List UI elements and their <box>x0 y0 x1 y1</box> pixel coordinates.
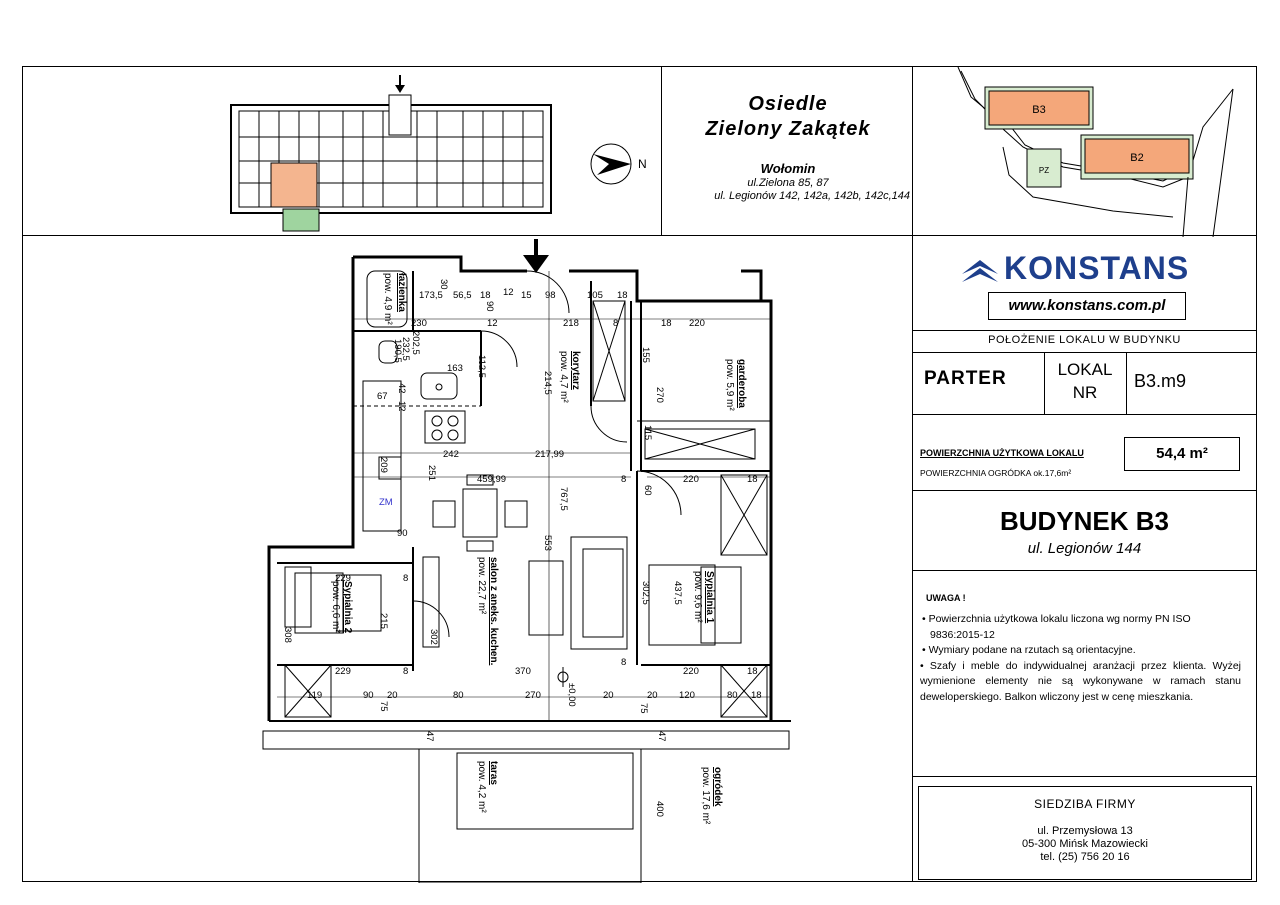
dim: 90 <box>397 528 408 539</box>
site-plan <box>913 67 1258 237</box>
dim: 18 <box>617 290 628 301</box>
dim: 12 <box>503 287 514 298</box>
dim: 119 <box>307 690 323 701</box>
dim: 251 <box>426 465 437 481</box>
dim: 20 <box>387 690 398 701</box>
room-bedroom1-name: Sypialnia 1 <box>704 571 715 624</box>
dim: 220 <box>689 318 705 329</box>
room-garden-area: pow. 17,6 m² <box>700 767 711 825</box>
logo-text: KONSTANS <box>1004 250 1190 286</box>
dim: 90 <box>363 690 374 701</box>
dim: 112,5 <box>476 355 487 379</box>
key-plan-panel <box>22 66 662 236</box>
estate-name-line1: Osiedle <box>748 93 828 115</box>
dim: 163 <box>447 363 463 374</box>
dim: 18 <box>747 474 758 485</box>
dim: 80 <box>453 690 464 701</box>
site-pz-label: PZ <box>1038 166 1050 175</box>
dim: 30 <box>438 279 449 290</box>
dim: 18 <box>751 690 762 701</box>
dim: 270 <box>654 387 665 403</box>
room-bedroom1-area: pow. 9,6 m² <box>692 571 703 623</box>
unit-number: B3.m9 <box>1134 371 1187 391</box>
dim: 232,5 <box>400 337 411 361</box>
garden-value: ok.17,6m² <box>1033 468 1072 478</box>
site-b3-label: B3 <box>1032 104 1046 116</box>
hq-city: 05-300 Mińsk Mazowiecki <box>1022 838 1148 850</box>
company-website[interactable]: www.konstans.com.pl <box>988 292 1186 320</box>
room-garden-name: ogródek <box>712 767 723 807</box>
dim: 80 <box>727 690 738 701</box>
building-key-plan <box>23 67 663 237</box>
dim: 47 <box>656 731 667 742</box>
dim: 75 <box>378 701 389 712</box>
note-item: • Wymiary podane na rzutach są orientacyjne. <box>922 644 1136 656</box>
garden-label: POWIERZCHNIA OGRÓDKA <box>920 468 1031 478</box>
dim: 230 <box>411 318 427 329</box>
company-logo <box>958 250 1218 290</box>
notes-list <box>920 612 1241 705</box>
dim: 370 <box>515 666 531 677</box>
estate-panel <box>661 66 913 236</box>
dim: 98 <box>545 290 556 301</box>
dim: 67 <box>377 391 388 402</box>
unit-label-2: NR <box>1072 383 1098 402</box>
dim: 60 <box>642 485 653 496</box>
info-column <box>912 235 1257 882</box>
dim: 242 <box>443 449 459 460</box>
dim: 155 <box>640 347 651 363</box>
room-salon-name: salon z aneks. kuchen. <box>488 557 499 666</box>
dim: 400 <box>654 801 665 817</box>
dim: 120 <box>679 690 695 701</box>
estate-name-line2: Zielony Zakątek <box>705 118 871 140</box>
garden-row <box>920 468 1071 478</box>
dim: 105 <box>587 290 603 301</box>
dim: 20 <box>603 690 614 701</box>
area-value: 54,4 m² <box>1124 437 1240 471</box>
dim: 767,5 <box>558 487 569 511</box>
dim: 20 <box>647 690 658 701</box>
room-wardrobe-name: garderoba <box>736 359 747 408</box>
dim: 56,5 <box>453 290 472 301</box>
dim: 202,5 <box>410 331 421 355</box>
dim: 215 <box>378 613 389 629</box>
room-terrace-name: taras <box>488 761 499 785</box>
room-bath-area: pow. 4,9 m² <box>382 273 393 325</box>
zm-label: ZM <box>379 497 393 508</box>
location-header: POŁOŻENIE LOKALU W BUDYNKU <box>988 334 1181 346</box>
dim: 218 <box>563 318 579 329</box>
room-bath-name: łazienka <box>396 273 407 312</box>
site-b2-label: B2 <box>1130 152 1144 164</box>
hq-phone: tel. (25) 756 20 16 <box>1040 851 1130 863</box>
notes-title: UWAGA ! <box>926 593 966 603</box>
dim: 8 <box>621 474 627 485</box>
dim: 8 <box>403 666 409 677</box>
dim: 8 <box>403 573 409 584</box>
dim: 220 <box>683 666 699 677</box>
dim: 42 <box>396 383 407 394</box>
dim: 8 <box>621 657 627 668</box>
dim: 18 <box>480 290 491 301</box>
room-wardrobe-area: pow. 5,9 m² <box>724 359 735 411</box>
compass-label: N <box>638 157 647 171</box>
elevation-label: ±0,00 <box>566 683 577 707</box>
dim: 15 <box>521 290 532 301</box>
site-plan-panel <box>912 66 1257 236</box>
dim: 12 <box>396 401 407 412</box>
dim: 302 <box>428 629 439 645</box>
dim: 209 <box>378 457 389 473</box>
dim: 302,5 <box>640 581 651 605</box>
dim: 229 <box>335 666 351 677</box>
hq-title: SIEDZIBA FIRMY <box>1034 797 1136 811</box>
dim: 12 <box>487 318 498 329</box>
hq-street: ul. Przemysłowa 13 <box>1037 825 1133 837</box>
estate-address2: ul. Legionów 142, 142a, 142b, 142c,144 <box>714 190 910 202</box>
logo-icon <box>958 250 1002 288</box>
dim: 214,5 <box>542 371 553 395</box>
dim: 217,99 <box>535 449 565 460</box>
note-item: • Szafy i meble do indywidualnej aranżacji przez klienta. Wyżej wymienione elementy nie są wykonywane w ramach stanu deweloperskiego. Balkon wliczony jest w cenę mieszkania. <box>920 659 1241 703</box>
dim: 229 <box>335 573 351 584</box>
room-corridor-name: korytarz <box>570 351 581 390</box>
dim: 173,5 <box>419 290 443 301</box>
dim: 90 <box>484 301 495 312</box>
floor-label: PARTER <box>924 368 1007 389</box>
estate-city: Wołomin <box>760 161 816 176</box>
room-terrace-area: pow. 4,2 m² <box>476 761 487 813</box>
building-title: BUDYNEK B3 <box>999 506 1170 536</box>
building-street: ul. Legionów 144 <box>1027 540 1142 557</box>
svg-text:N <box>638 157 647 171</box>
dim: 18 <box>747 666 758 677</box>
room-salon-area: pow. 22,7 m² <box>476 557 487 615</box>
area-label: POWIERZCHNIA UŻYTKOWA LOKALU <box>920 448 1084 458</box>
dim: 8 <box>613 318 619 329</box>
dim: 270 <box>525 690 541 701</box>
dim: 220 <box>683 474 699 485</box>
dim: 553 <box>542 535 553 551</box>
floor-plan-panel <box>22 235 913 882</box>
dim: 18 <box>661 318 672 329</box>
dim: 308 <box>282 627 293 643</box>
dim: 437,5 <box>672 581 683 605</box>
dim: 459,99 <box>477 474 507 485</box>
room-corridor-area: pow. 4,7 m² <box>558 351 569 403</box>
room-bedroom2-name: Sypialnia 2 <box>342 581 353 634</box>
room-bedroom2-area: pow. 6,6 m² <box>330 581 341 633</box>
dim: 115 <box>642 425 653 441</box>
note-item: • Powierzchnia użytkowa lokalu liczona wg normy PN ISO 9836:2015-12 <box>922 613 1191 641</box>
floor-plan <box>23 236 914 883</box>
dim: 47 <box>424 731 435 742</box>
estate-address1: ul.Zielona 85, 87 <box>747 177 829 189</box>
dim: 190,5 <box>392 339 403 363</box>
dim: 75 <box>638 703 649 714</box>
unit-label-1: LOKAL <box>1057 360 1113 379</box>
